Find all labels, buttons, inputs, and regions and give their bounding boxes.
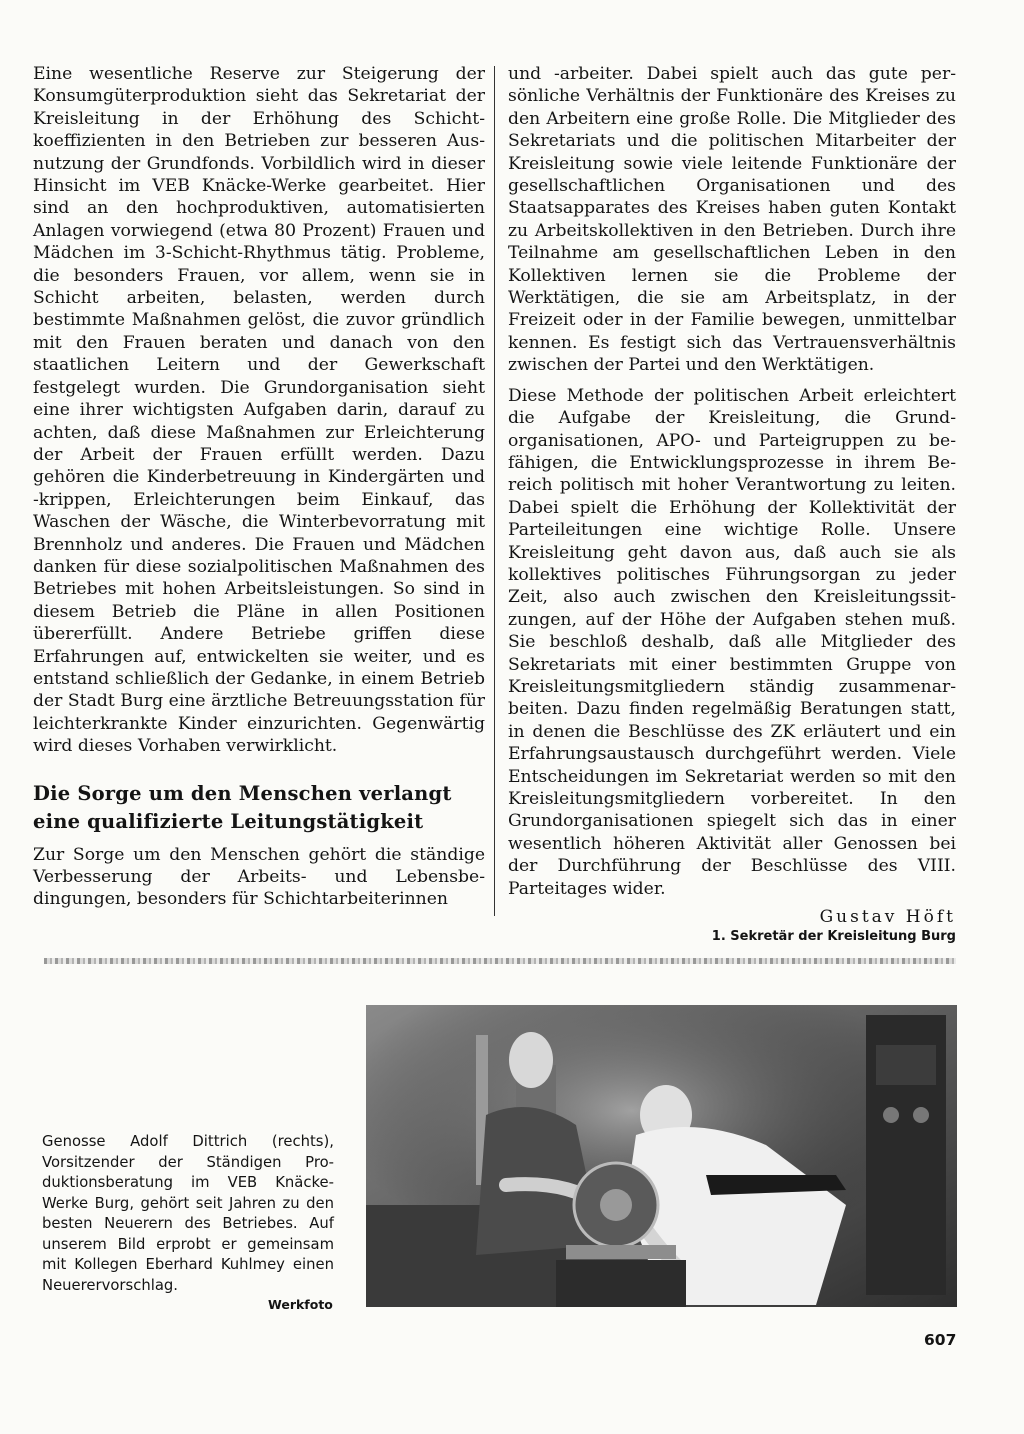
section-separator	[44, 958, 956, 964]
section-heading: Die Sorge um den Menschen verlangt eine qualifizierte Leitungstätigkeit	[33, 781, 452, 833]
photo-illustration	[366, 1005, 957, 1307]
author-role: 1. Sekretär der Kreisleitung Burg	[711, 929, 956, 945]
photo-credit: Werkfoto	[268, 1297, 333, 1312]
signature	[508, 906, 956, 946]
author-name: Gustav Höft	[819, 907, 956, 928]
page-number: 607	[924, 1331, 957, 1349]
photo	[366, 1005, 957, 1307]
right-column	[508, 63, 956, 946]
body-paragraph: und -arbeiter. Dabei spielt auch das gute persönliche Verhältnis der Funktionäre des Kreises zu den Arbeitern eine große Rolle. Die Mitglieder des Sekretariats und die politischen Mitarbeiter der Kreisleitung sowie viele leitende Funktionäre der gesellschaftlichen Organisationen und des Staatsapparates des Kreises haben guten Kontakt zu Arbeitskollektiven in den Betrieben. Durch ihre Teilnahme am gesellschaftlichen Leben in den Kollektiven lernen sie die Probleme der Werktätigen, die sie am Arbeitsplatz, in der Freizeit oder in der Familie bewegen, unmittelbar kennen. Es festigt sich das Vertrauensverhältnis zwischen der Partei und den Werktätigen.	[508, 64, 956, 376]
body-paragraph: Diese Methode der politischen Arbeit erleichtert die Aufgabe der Kreisleitung, die Grundorganisationen, APO- und Parteigruppen zu befähigen, die Entwicklungsprozesse in ihrem Bereich politisch mit hoher Verantwortung zu leiten. Dabei spielt die Erhöhung der Kollektivität der Parteileitungen eine wichtige Rolle. Unsere Kreisleitung geht davon aus, daß auch sie als kollektives politisches Führungsorgan zu jeder Zeit, also auch zwischen den Kreisleitungssitzungen, auf der Höhe der Aufgaben stehen muß. Sie beschloß deshalb, daß alle Mitglieder des Sekretariats mit einer bestimmten Gruppe von Kreisleitungsmitgliedern ständig zusammenarbeiten. Dazu finden regelmäßig Beratungen statt, in denen die Beschlüsse des ZK erläutert und ein Erfahrungsaustausch durchgeführt werden. Viele Entscheidungen im Sekretariat werden so mit den Kreisleitungsmitgliedern vorbereitet. In den Grundorganisationen spiegelt sich das in einer wesentlich höheren Aktivität aller Genossen bei der Durchführung der Beschlüsse des VIII. Parteitages wider.	[508, 385, 956, 899]
column-divider	[494, 66, 495, 916]
left-column	[33, 63, 485, 911]
photo-caption: Genosse Adolf Dittrich (rechts), Vorsitzender der Ständigen Produktionsberatung im VEB Knäcke-Werke Burg, gehört seit Jahren zu den besten Neuerern des Betriebes. Auf unserem Bild erprobt er gemeinsam mit Kollegen Eberhard Kuhlmey einen Neuerervorschlag.	[42, 1133, 334, 1294]
body-paragraph: Eine wesentliche Reserve zur Steigerung der Konsumgüterproduktion sieht das Sekretariat der Kreisleitung in der Erhöhung des Schichtkoeffizienten in den Betrieben zur besseren Ausnutzung der Grundfonds. Vorbildlich wird in dieser Hinsicht im VEB Knäcke-Werke gearbeitet. Hier sind an den hochproduktiven, automatisierten Anlagen vorwiegend (etwa 80 Prozent) Frauen und Mädchen im 3-Schicht-Rhythmus tätig. Probleme, die besonders Frauen, vor allem, wenn sie in Schicht arbeiten, belasten, werden durch bestimmte Maßnahmen gelöst, die zuvor gründlich mit den Frauen beraten und danach von den staatlichen Leitern und der Gewerkschaft festgelegt wurden. Die Grundorganisation sieht eine ihrer wichtigsten Aufgaben darin, darauf zu achten, daß diese Maßnahmen zur Erleichterung der Arbeit der Frauen erfüllt werden. Dazu gehören die Kinderbetreuung in Kindergärten und -krippen, Erleichterungen beim Einkauf, das Waschen der Wäsche, die Winterbevorratung mit Brennholz und anderes. Die Frauen und Mädchen danken für diese sozialpolitischen Maßnahmen des Betriebes mit hohen Arbeitsleistungen. So sind in diesem Betrieb die Pläne in allen Positionen übererfüllt. Andere Betriebe griffen diese Erfahrungen auf, entwickelten sie weiter, und es entstand schließlich der Gedanke, in einem Betrieb der Stadt Burg eine ärztliche Betreuungsstation für leichterkrankte Kinder einzurichten. Gegenwärtig wird dieses Vorhaben verwirklicht.	[33, 64, 485, 757]
body-paragraph: Zur Sorge um den Menschen gehört die ständige Verbesserung der Arbeits- und Lebensbedingungen, besonders für Schichtarbeiterinnen	[33, 844, 485, 910]
